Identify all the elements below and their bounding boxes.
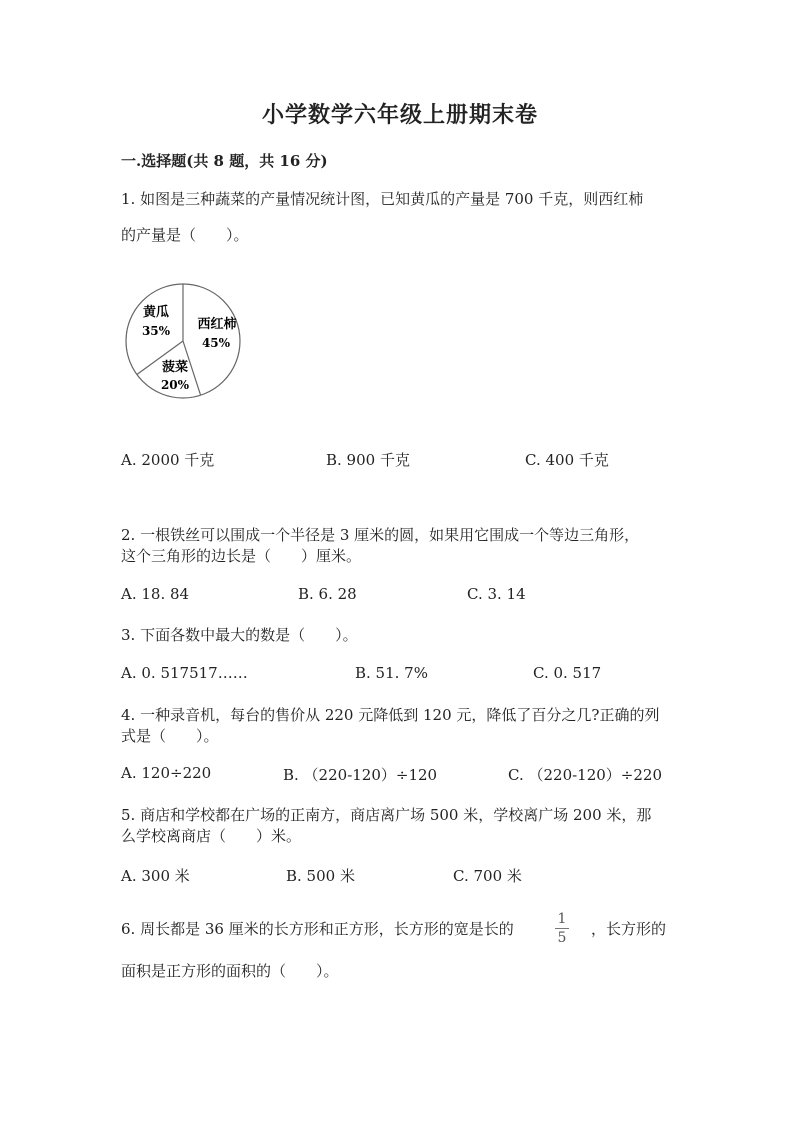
q2-option-b[interactable]: B. 6. 28 [298,585,357,603]
pie-label-name: 菠菜 [161,360,189,375]
q5-option-c[interactable]: C. 700 米 [453,867,522,885]
question-6-text: 6. 周长都是 36 厘米的长方形和正方形，长方形的宽是长的 [121,920,514,938]
question-6-text-cont: 面积是正方形的面积的（ ）。 [121,962,339,980]
question-4-text: 4. 一种录音机，每台的售价从 220 元降低到 120 元，降低了百分之几?正确的列 [121,706,660,724]
q3-option-c[interactable]: C. 0. 517 [533,664,602,682]
q5-option-b[interactable]: B. 500 米 [286,867,355,885]
pie-label-name: 黄瓜 [142,305,170,320]
question-2-text-cont: 这个三角形的边长是（ ）厘米。 [121,547,362,565]
question-1-text-cont: 的产量是（ ）。 [121,226,249,244]
fraction-denominator: 5 [557,930,567,946]
q5-option-a[interactable]: A. 300 米 [121,867,190,885]
q1-option-a[interactable]: A. 2000 千克 [121,451,215,469]
question-5-text: 5. 商店和学校都在广场的正南方，商店离广场 500 米，学校离广场 200 米，那 [121,806,652,824]
q4-option-b[interactable]: B. （220-120）÷120 [283,766,438,784]
question-2-text: 2. 一根铁丝可以围成一个半径是 3 厘米的圆，如果用它围成一个等边三角形， [121,526,640,544]
question-6-text-after: ，长方形的 [591,920,667,938]
pie-label-pct: 35% [141,324,171,338]
q4-option-c[interactable]: C. （220-120）÷220 [508,766,663,784]
pie-label-pct: 20% [160,378,190,392]
pie-label-pct: 45% [201,336,231,350]
question-1-text: 1. 如图是三种蔬菜的产量情况统计图，已知黄瓜的产量是 700 千克，则西红柿 [121,190,644,208]
fraction-one-fifth [552,911,572,946]
q4-option-a[interactable]: A. 120÷220 [121,764,212,782]
q3-option-a[interactable]: A. 0. 517517…… [121,664,248,682]
q3-option-b[interactable]: B. 51. 7% [355,664,428,682]
pie-chart [122,282,246,402]
fraction-numerator: 1 [557,911,567,927]
question-3-text: 3. 下面各数中最大的数是（ ）。 [121,626,358,644]
pie-label-name: 西红柿 [197,317,237,332]
section-heading: 一.选择题(共 8 题，共 16 分) [121,152,328,170]
q1-option-c[interactable]: C. 400 千克 [525,451,609,469]
page-title: 小学数学六年级上册期末卷 [261,102,538,128]
q1-option-b[interactable]: B. 900 千克 [326,451,410,469]
fraction-bar [555,928,569,929]
q2-option-a[interactable]: A. 18. 84 [121,585,190,603]
question-4-text-cont: 式是（ ）。 [121,727,219,745]
question-5-text-cont: 么学校离商店（ ）米。 [121,827,302,845]
q2-option-c[interactable]: C. 3. 14 [467,585,526,603]
